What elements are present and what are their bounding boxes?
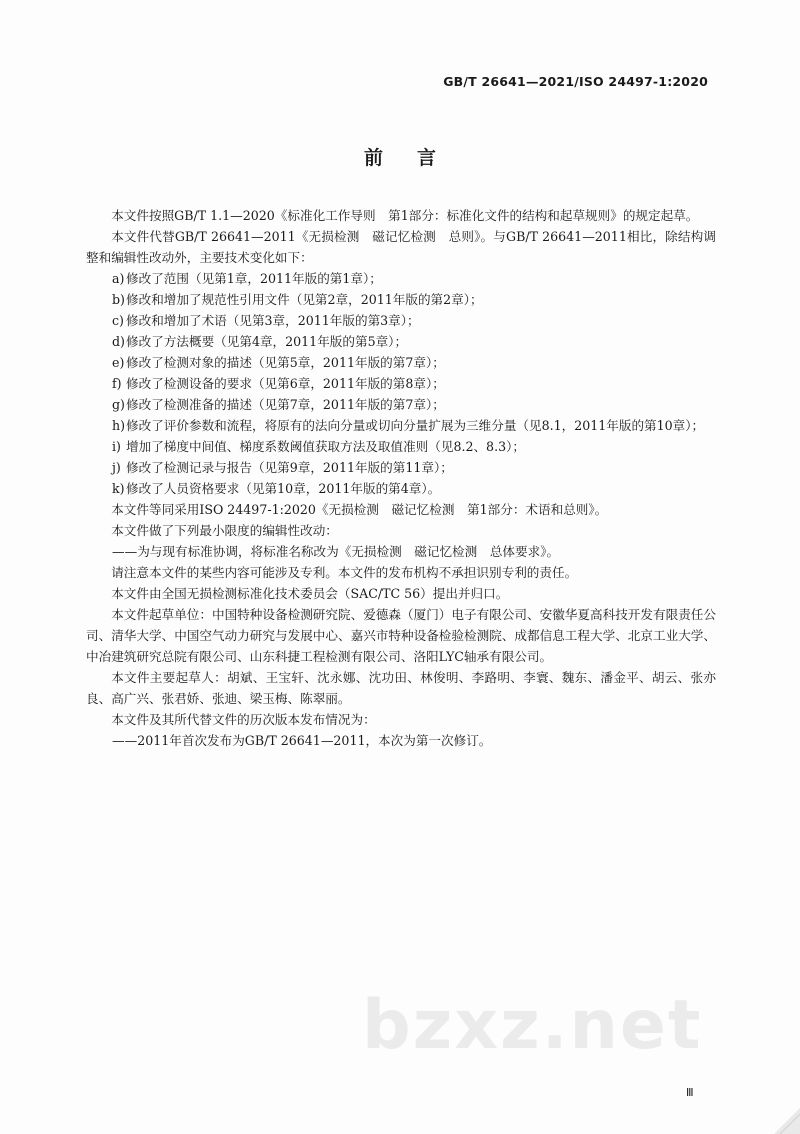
list-marker: g) — [112, 397, 125, 412]
list-marker: i) — [112, 439, 121, 454]
paragraph-drafting-rules: 本文件按照GB/T 1.1—2020《标准化工作导则 第1部分：标准化文件的结构和起草规则》的规定起草。 — [111, 208, 699, 223]
list-item-text: 修改和增加了术语（见第3章，2011年版的第3章）； — [126, 313, 420, 328]
list-item — [86, 352, 716, 373]
page-number: Ⅲ — [686, 1086, 694, 1099]
paragraph-editorial-changes: 本文件做了下列最小限度的编辑性改动： — [111, 523, 338, 538]
paragraph-history: 本文件及其所代替文件的历次版本发布情况为： — [111, 712, 376, 727]
list-marker: b) — [112, 292, 125, 307]
standard-code: GB/T 26641—2021/ISO 24497-1:2020 — [443, 74, 708, 89]
list-marker: e) — [112, 355, 125, 370]
list-marker: c) — [112, 313, 124, 328]
list-item — [86, 268, 716, 289]
list-marker: d) — [112, 334, 125, 349]
list-item-text: 修改了检测对象的描述（见第5章，2011年版的第7章）； — [126, 355, 445, 370]
list-item — [86, 394, 716, 415]
paragraph-committee: 本文件由全国无损检测标准化技术委员会（SAC/TC 56）提出并归口。 — [111, 586, 509, 601]
watermark: bzxz.net — [362, 986, 703, 1065]
list-item — [86, 331, 716, 352]
list-marker: h) — [112, 418, 126, 433]
list-item — [86, 478, 716, 499]
list-item-text: 增加了梯度中间值、梯度系数阈值获取方法及取值准则（见8.2、8.3）； — [126, 439, 525, 454]
paragraph-drafters: 本文件主要起草人：胡斌、王宝轩、沈永娜、沈功田、林俊明、李路明、李寰、魏东、潘金平、胡云、张亦良、高广兴、张君娇、张迪、梁玉梅、陈翠丽。 — [86, 670, 716, 706]
list-item-text: 修改和增加了规范性引用文件（见第2章，2011年版的第2章）； — [126, 292, 483, 307]
list-item-text: 修改了检测准备的描述（见第7章，2011年版的第7章）； — [126, 397, 445, 412]
paragraph-drafting-units: 本文件起草单位：中国特种设备检测研究院、爱德森（厦门）电子有限公司、安徽华夏高科技开发有限责任公司、清华大学、中国空气动力研究与发展中心、嘉兴市特种设备检验检测院、成都信息工程大学、北京工业大学、中冶建筑研究总院有限公司、山东科捷工程检测有限公司、洛阳LYC轴承有限公司。 — [86, 607, 716, 664]
list-item — [86, 310, 716, 331]
page-curl-icon — [774, 1108, 800, 1134]
dash-item-history: ——2011年首次发布为GB/T 26641—2011，本次为第一次修订。 — [112, 733, 492, 748]
list-item — [86, 436, 716, 457]
paragraph-patent-notice: 请注意本文件的某些内容可能涉及专利。本文件的发布机构不承担识别专利的责任。 — [111, 565, 578, 580]
list-item-text: 修改了方法概要（见第4章，2011年版的第5章）； — [126, 334, 408, 349]
list-marker: k) — [112, 481, 125, 496]
list-marker: f) — [112, 376, 122, 391]
list-item-text: 修改了人员资格要求（见第10章，2011年版的第4章）。 — [126, 481, 441, 496]
list-item — [86, 457, 716, 478]
list-item — [86, 373, 716, 394]
paragraph-iso-adoption: 本文件等同采用ISO 24497-1:2020《无损检测 磁记忆检测 第1部分：术语和总则》。 — [111, 502, 608, 517]
list-item-text: 修改了检测记录与报告（见第9章，2011年版的第11章）； — [126, 460, 453, 475]
list-item-text: 修改了范围（见第1章，2011年版的第1章）； — [126, 271, 382, 286]
changes-list — [86, 268, 716, 499]
list-marker: j) — [112, 460, 121, 475]
paragraph-replaces: 本文件代替GB/T 26641—2011《无损检测 磁记忆检测 总则》。与GB/T 26641—2011相比，除结构调整和编辑性改动外，主要技术变化如下： — [86, 229, 716, 265]
foreword-body — [86, 205, 716, 751]
page-title: 前言 — [363, 147, 470, 169]
list-item — [86, 289, 716, 310]
list-item — [86, 415, 716, 436]
list-item-text: 修改了评价参数和流程，将原有的法向分量或切向分量扩展为三维分量（见8.1，2011年版的第10章）； — [126, 418, 705, 433]
list-marker: a) — [112, 271, 125, 286]
list-item-text: 修改了检测设备的要求（见第6章，2011年版的第8章）； — [126, 376, 445, 391]
dash-item-name-change: ——为与现有标准协调，将标准名称改为《无损检测 磁记忆检测 总体要求》。 — [112, 544, 560, 559]
